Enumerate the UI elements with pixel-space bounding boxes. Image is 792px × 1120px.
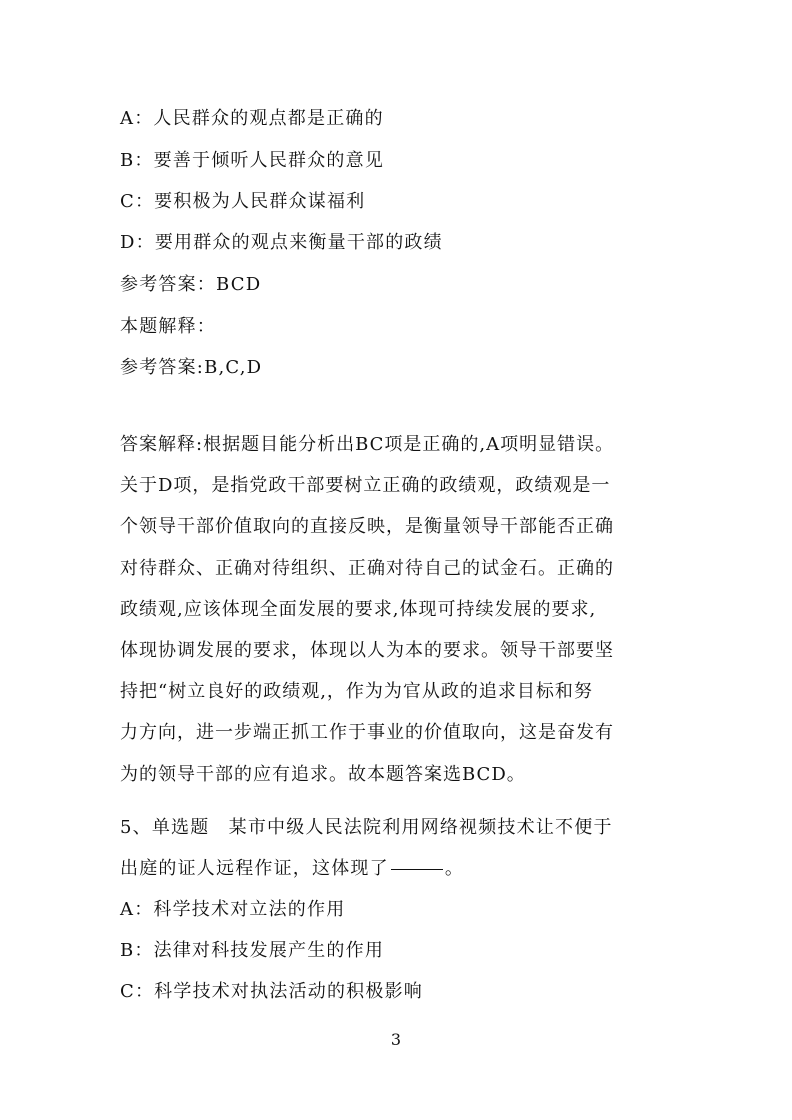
explanation-line: 体现协调发展的要求，体现以人为本的要求。领导干部要坚 [120,640,614,662]
explanation-line: 政绩观,应该体现全面发展的要求,体现可持续发展的要求, [120,598,597,620]
explanation-title: 本题解释： [120,316,216,337]
option-a-q5: A：科学技术对立法的作用 [120,899,346,920]
explanation-paragraph [120,424,676,795]
explanation-line: 答案解释:根据题目能分析出BC项是正确的,A项明显错误。 [120,434,615,455]
option-a-q4: A：人民群众的观点都是正确的 [120,108,384,129]
explanation-line: 力方向，进一步端正抓工作于事业的价值取向，这是奋发有 [120,722,614,744]
question-5-stem-cont [120,854,464,880]
question-5-stem-end: 。 [444,858,465,879]
explanation-line: 关于D项，是指党政干部要树立正确的政绩观，政绩观是一 [120,475,611,497]
option-b-q4: B：要善于倾听人民群众的意见 [120,150,385,171]
reference-answer: 参考答案：BCD [120,274,262,295]
explanation-line: 持把“树立良好的政绩观,，作为为官从政的追求目标和努 [120,681,593,703]
option-b-q5: B：法律对科技发展产生的作用 [120,940,385,961]
explanation-line: 为的领导干部的应有追求。故本题答案选BCD。 [120,763,526,785]
question-5-stem: 5、单选题 某市中级人民法院利用网络视频技术让不便于 [120,817,613,838]
explanation-line: 个领导干部价值取向的直接反映，是衡量领导干部能否正确 [120,516,614,538]
page-number: 3 [390,1030,402,1049]
option-d-q4: D：要用群众的观点来衡量干部的政绩 [120,232,443,253]
option-c-q5: C：科学技术对执法活动的积极影响 [120,981,423,1002]
reference-answer-detail: 参考答案:B,C,D [120,357,263,378]
answer-blank [391,869,443,870]
explanation-line: 对待群众、正确对待组织、正确对待自己的试金石。正确的 [120,557,614,579]
option-c-q4: C：要积极为人民群众谋福利 [120,191,366,212]
question-5-stem-text: 出庭的证人远程作证，这体现了 [120,858,389,879]
